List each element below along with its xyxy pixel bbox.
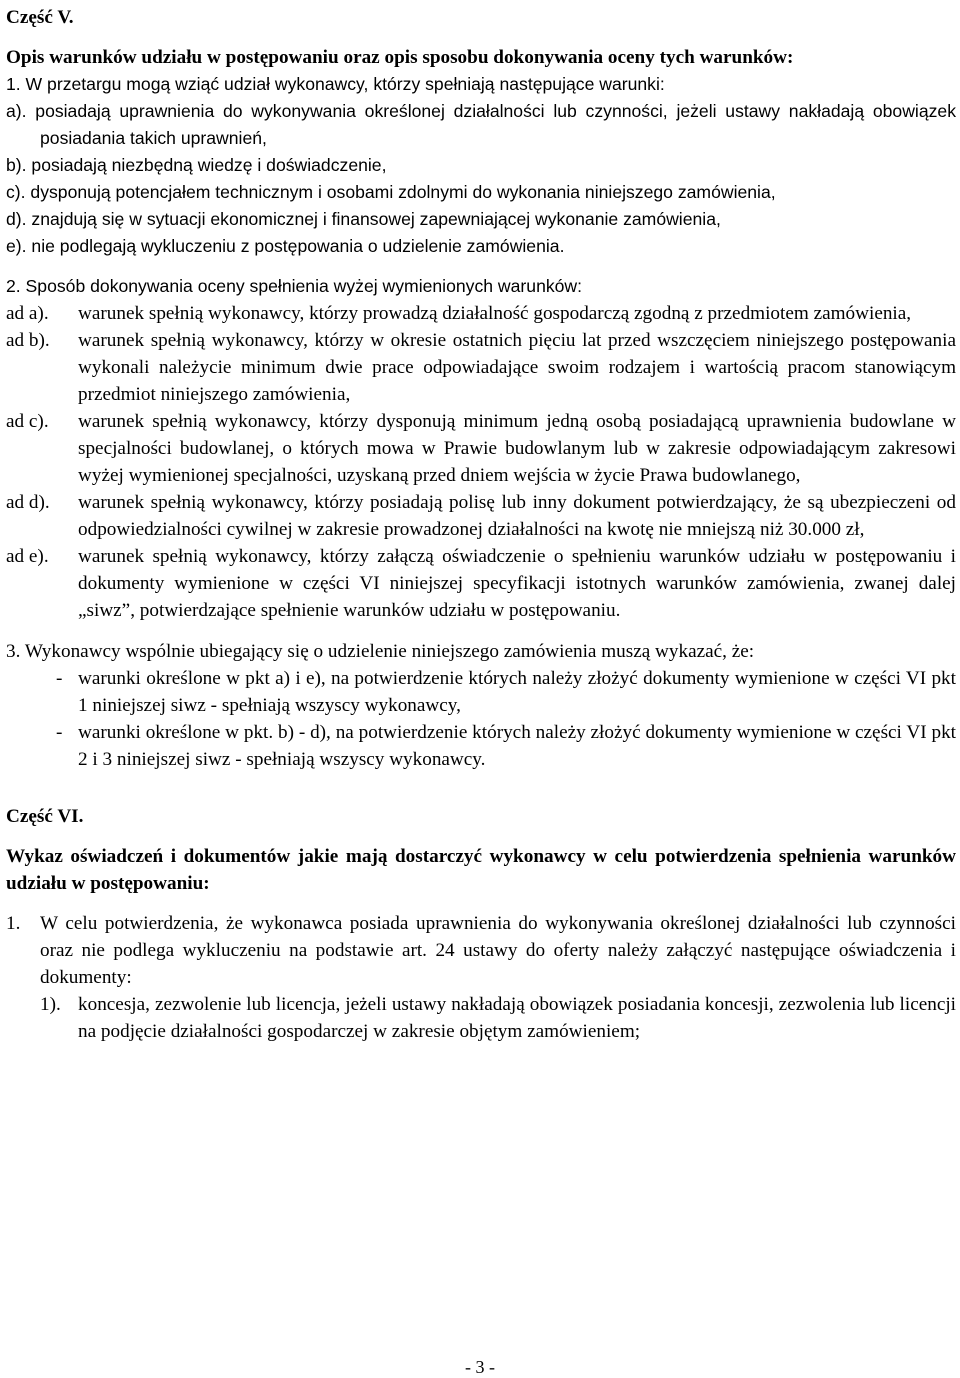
joint-text: warunki określone w pkt. b) - d), na potwierdzenie których należy złożyć dokumenty wymienione w części VI pkt 2 i 3 niniejszej siwz - spełniają wszyscy wykonawcy. — [78, 722, 956, 770]
joint-item-2 — [6, 719, 956, 773]
assessment-marker: ad a). — [6, 303, 49, 324]
joint-bidders-list — [6, 665, 956, 773]
assessment-a — [6, 300, 956, 327]
paragraph-3: 3. Wykonawcy wspólnie ubiegający się o udzielenie niniejszego zamówienia muszą wykazać, że: — [6, 641, 755, 662]
subitem-text: koncesja, zezwolenie lub licencja, jeżeli ustawy nakładają obowiązek posiadania koncesji, zezwolenia lub licencji na podjęcie działalności gospodarczej w zakresie objętym zamówieniem; — [78, 994, 956, 1042]
condition-c: c). dysponują potencjałem technicznym i osobami zdolnymi do wykonania niniejszego zamówienia, — [6, 182, 776, 202]
joint-text: warunki określone w pkt a) i e), na potwierdzenie których należy złożyć dokumenty wymienione w części VI pkt 1 niniejszej siwz - spełniają wszyscy wykonawcy, — [78, 668, 956, 716]
assessment-b — [6, 327, 956, 408]
part-6-paragraph-1 — [6, 910, 956, 991]
paragraph-1: 1. W przetargu mogą wziąć udział wykonawcy, którzy spełniają następujące warunki: — [6, 74, 665, 94]
dash-marker: - — [56, 722, 63, 743]
dash-marker: - — [56, 668, 63, 689]
assessment-text: warunek spełnią wykonawcy, którzy dysponują minimum jedną osobą posiadającą uprawnienia budowlane w specjalności budowlanej, o których mowa w Prawie budowlanym lub w zakresie odpowiadającym zakresowi wyżej wymienionej specjalności, uzyskaną przed dniem wejścia w życie Prawa budowlanego, — [78, 411, 956, 486]
assessment-marker: ad c). — [6, 411, 49, 432]
page-number: - 3 - — [465, 1357, 495, 1377]
conditions-list — [6, 98, 956, 260]
joint-item-1 — [6, 665, 956, 719]
condition-e: e). nie podlegają wykluczeniu z postępowania o udzielenie zamówienia. — [6, 236, 565, 256]
assessment-c — [6, 408, 956, 489]
part-5-heading: Część V. — [6, 7, 74, 28]
condition-b: b). posiadają niezbędną wiedzę i doświadczenie, — [6, 155, 387, 175]
subitem-number: 1). — [40, 994, 61, 1015]
part-6-heading: Część VI. — [6, 806, 84, 827]
document-page — [6, 0, 956, 1045]
condition-a: a). posiadają uprawnienia do wykonywania określonej działalności lub czynności, jeżeli ustawy nakładają obowiązek posiadania takich uprawnień, — [6, 101, 956, 148]
part-5-title: Opis warunków udziału w postępowaniu oraz opis sposobu dokonywania oceny tych warunków: — [6, 47, 794, 68]
assessment-e — [6, 543, 956, 624]
assessment-text: warunek spełnią wykonawcy, którzy prowadzą działalność gospodarczą zgodną z przedmiotem zamówienia, — [78, 303, 912, 324]
assessment-d — [6, 489, 956, 543]
paragraph-2: 2. Sposób dokonywania oceny spełnienia wyżej wymienionych warunków: — [6, 276, 583, 296]
assessment-text: warunek spełnią wykonawcy, którzy posiadają polisę lub inny dokument potwierdzający, że są ubezpieczeni od odpowiedzialności cywilnej w zakresie prowadzonej działalności na kwotę nie mniejszą niż 30.000 zł, — [78, 492, 956, 540]
assessment-marker: ad e). — [6, 546, 49, 567]
paragraph-text: W celu potwierdzenia, że wykonawca posiada uprawnienia do wykonywania określonej działalności lub czynności oraz nie podlega wykluczeniu na podstawie art. 24 ustawy do oferty należy załączyć następujące oświadczenia i dokumenty: — [40, 913, 956, 988]
assessment-marker: ad b). — [6, 330, 50, 351]
assessment-marker: ad d). — [6, 492, 50, 513]
assessment-text: warunek spełnią wykonawcy, którzy załączą oświadczenie o spełnieniu warunków udziału w postępowaniu i dokumenty wymienione w części VI niniejszej specyfikacji istotnych warunków zamówienia, zwanej dalej „siwz”, potwierdzające spełnienie warunków udziału w postępowaniu. — [78, 546, 956, 621]
assessment-list — [6, 300, 956, 624]
assessment-text: warunek spełnią wykonawcy, którzy w okresie ostatnich pięciu lat przed wszczęciem niniejszego postępowania wykonali należycie minimum dwie prace odpowiadające swoim rodzajem i wartością pracom stanowiącym przedmiot niniejszego zamówienia, — [78, 330, 956, 405]
part-6-subitem-1 — [6, 991, 956, 1045]
condition-d: d). znajdują się w sytuacji ekonomicznej i finansowej zapewniającej wykonanie zamówienia, — [6, 209, 721, 229]
paragraph-number: 1. — [6, 913, 21, 934]
part-6-title: Wykaz oświadczeń i dokumentów jakie mają dostarczyć wykonawcy w celu potwierdzenia spełnienia warunków udziału w postępowaniu: — [6, 846, 956, 894]
